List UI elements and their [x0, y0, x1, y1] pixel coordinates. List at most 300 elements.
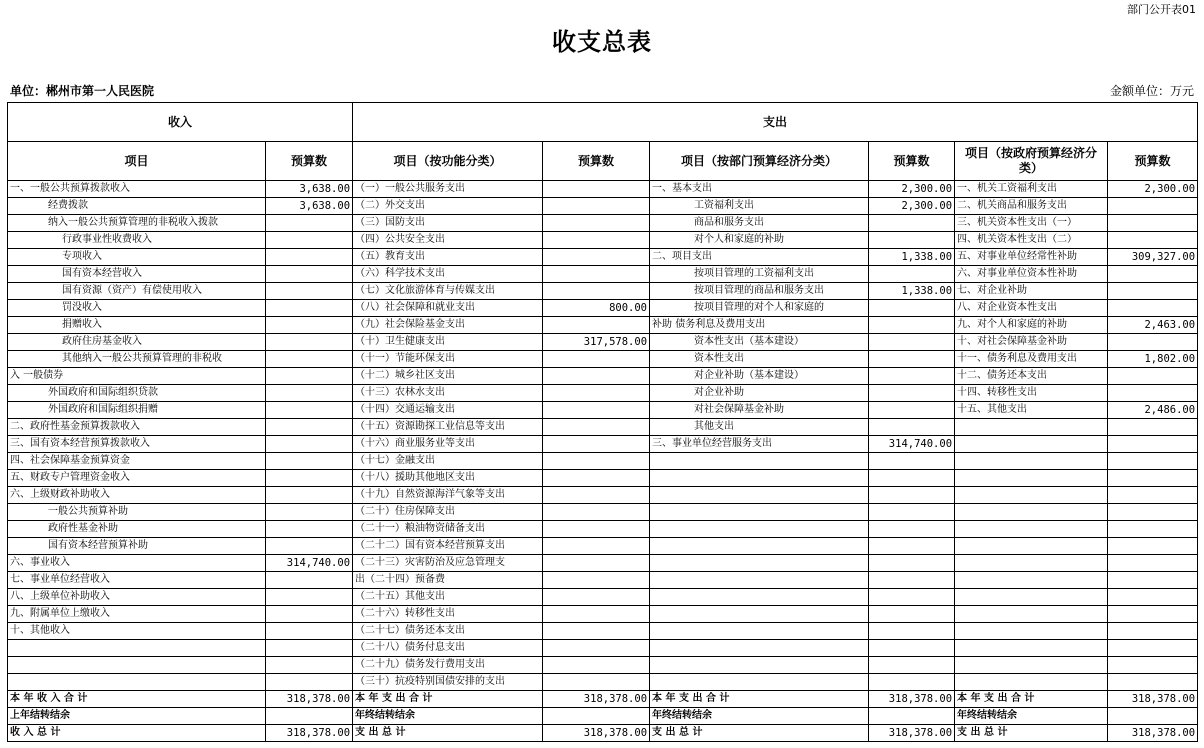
- income-item-cell: 四、社会保障基金预算资金: [8, 453, 266, 470]
- income-budget-cell: [266, 351, 353, 368]
- gov-budget-cell: [1108, 266, 1198, 283]
- dept-item-cell: [650, 657, 869, 674]
- gov-item-cell: [955, 674, 1108, 691]
- func-budget-cell: [543, 521, 650, 538]
- table-row: [8, 538, 1198, 555]
- dept-budget-cell: [869, 368, 955, 385]
- gov-item-cell: 十、对社会保障基金补助: [955, 334, 1108, 351]
- table-row: [8, 708, 1198, 725]
- dept-item-cell: [650, 623, 869, 640]
- func-budget-cell: [543, 589, 650, 606]
- income-item-cell: 外国政府和国际组织贷款: [8, 385, 266, 402]
- gov-budget-cell: [1108, 334, 1198, 351]
- table-row: [8, 317, 1198, 334]
- func-budget-cell: 800.00: [543, 300, 650, 317]
- table-row: [8, 725, 1198, 742]
- income-budget-cell: [266, 419, 353, 436]
- income-item-cell: 入 一般债券: [8, 368, 266, 385]
- func-budget-cell: [543, 232, 650, 249]
- income-budget-cell: 318,378.00: [266, 725, 353, 742]
- func-budget-cell: [543, 623, 650, 640]
- table-row: [8, 249, 1198, 266]
- func-item-cell: （五）教育支出: [353, 249, 543, 266]
- col-func-budget: 预算数: [543, 142, 650, 181]
- func-budget-cell: [543, 249, 650, 266]
- gov-budget-cell: [1108, 606, 1198, 623]
- gov-item-cell: [955, 538, 1108, 555]
- table-row: [8, 368, 1198, 385]
- func-item-cell: 本 年 支 出 合 计: [353, 691, 543, 708]
- table-row: [8, 385, 1198, 402]
- dept-budget-cell: [869, 402, 955, 419]
- dept-budget-cell: [869, 419, 955, 436]
- dept-item-cell: 二、项目支出: [650, 249, 869, 266]
- table-row: [8, 453, 1198, 470]
- income-budget-cell: [266, 708, 353, 725]
- gov-budget-cell: [1108, 232, 1198, 249]
- income-item-cell: 六、事业收入: [8, 555, 266, 572]
- dept-item-cell: [650, 538, 869, 555]
- dept-budget-cell: 1,338.00: [869, 283, 955, 300]
- dept-budget-cell: [869, 657, 955, 674]
- income-budget-cell: [266, 538, 353, 555]
- dept-item-cell: 年终结转结余: [650, 708, 869, 725]
- table-row: [8, 198, 1198, 215]
- gov-budget-cell: [1108, 453, 1198, 470]
- func-budget-cell: [543, 351, 650, 368]
- dept-item-cell: [650, 589, 869, 606]
- dept-budget-cell: [869, 538, 955, 555]
- func-budget-cell: [543, 368, 650, 385]
- dept-budget-cell: [869, 708, 955, 725]
- income-budget-cell: [266, 453, 353, 470]
- income-budget-cell: [266, 385, 353, 402]
- gov-budget-cell: [1108, 487, 1198, 504]
- func-budget-cell: [543, 640, 650, 657]
- table-row: [8, 589, 1198, 606]
- gov-item-cell: [955, 657, 1108, 674]
- table-row: [8, 572, 1198, 589]
- func-item-cell: （二十五）其他支出: [353, 589, 543, 606]
- table-row: [8, 232, 1198, 249]
- income-item-cell: 行政事业性收费收入: [8, 232, 266, 249]
- gov-item-cell: 四、机关资本性支出（二）: [955, 232, 1108, 249]
- dept-budget-cell: [869, 640, 955, 657]
- income-budget-cell: [266, 504, 353, 521]
- func-budget-cell: [543, 504, 650, 521]
- func-item-cell: （十九）自然资源海洋气象等支出: [353, 487, 543, 504]
- func-item-cell: （二十九）债务发行费用支出: [353, 657, 543, 674]
- func-budget-cell: [543, 606, 650, 623]
- income-budget-cell: [266, 640, 353, 657]
- func-item-cell: （十五）资源勘探工业信息等支出: [353, 419, 543, 436]
- dept-budget-cell: 2,300.00: [869, 198, 955, 215]
- dept-item-cell: [650, 470, 869, 487]
- func-budget-cell: [543, 538, 650, 555]
- dept-item-cell: [650, 555, 869, 572]
- gov-budget-cell: [1108, 368, 1198, 385]
- col-income-item: 项目: [8, 142, 266, 181]
- func-budget-cell: [543, 266, 650, 283]
- gov-budget-cell: [1108, 708, 1198, 725]
- gov-item-cell: [955, 436, 1108, 453]
- gov-item-cell: [955, 640, 1108, 657]
- dept-item-cell: [650, 487, 869, 504]
- gov-item-cell: [955, 487, 1108, 504]
- col-income-budget: 预算数: [266, 142, 353, 181]
- func-item-cell: 年终结转结余: [353, 708, 543, 725]
- gov-budget-cell: [1108, 385, 1198, 402]
- income-item-cell: 三、国有资本经营预算拨款收入: [8, 436, 266, 453]
- col-gov-budget: 预算数: [1108, 142, 1198, 181]
- func-item-cell: （三十）抗疫特别国债安排的支出: [353, 674, 543, 691]
- table-row: [8, 300, 1198, 317]
- income-item-cell: 本 年 收 入 合 计: [8, 691, 266, 708]
- dept-item-cell: 对社会保障基金补助: [650, 402, 869, 419]
- func-budget-cell: [543, 436, 650, 453]
- income-budget-cell: 318,378.00: [266, 691, 353, 708]
- dept-item-cell: 三、事业单位经营服务支出: [650, 436, 869, 453]
- gov-item-cell: [955, 589, 1108, 606]
- func-budget-cell: [543, 453, 650, 470]
- func-item-cell: （十）卫生健康支出: [353, 334, 543, 351]
- gov-budget-cell: [1108, 300, 1198, 317]
- table-row: [8, 623, 1198, 640]
- income-budget-cell: 3,638.00: [266, 198, 353, 215]
- dept-budget-cell: [869, 385, 955, 402]
- func-budget-cell: [543, 419, 650, 436]
- dept-budget-cell: [869, 470, 955, 487]
- table-code: 部门公开表01: [1127, 3, 1196, 16]
- income-item-cell: 七、事业单位经营收入: [8, 572, 266, 589]
- gov-budget-cell: 2,300.00: [1108, 181, 1198, 198]
- income-budget-cell: 3,638.00: [266, 181, 353, 198]
- gov-item-cell: 九、对个人和家庭的补助: [955, 317, 1108, 334]
- income-budget-cell: [266, 266, 353, 283]
- gov-budget-cell: [1108, 623, 1198, 640]
- income-item-cell: 二、政府性基金预算拨款收入: [8, 419, 266, 436]
- dept-item-cell: [650, 640, 869, 657]
- income-item-cell: [8, 640, 266, 657]
- income-budget-cell: [266, 215, 353, 232]
- income-item-cell: 九、附属单位上缴收入: [8, 606, 266, 623]
- func-budget-cell: [543, 317, 650, 334]
- table-row: [8, 606, 1198, 623]
- table-row: [8, 470, 1198, 487]
- table-row: [8, 334, 1198, 351]
- func-item-cell: （七）文化旅游体育与传媒支出: [353, 283, 543, 300]
- income-budget-cell: [266, 300, 353, 317]
- gov-budget-cell: [1108, 555, 1198, 572]
- col-dept-budget: 预算数: [869, 142, 955, 181]
- dept-item-cell: [650, 453, 869, 470]
- budget-table: [7, 102, 1198, 742]
- dept-item-cell: 资本性支出（基本建设）: [650, 334, 869, 351]
- dept-budget-cell: [869, 317, 955, 334]
- income-budget-cell: [266, 402, 353, 419]
- gov-budget-cell: [1108, 589, 1198, 606]
- func-budget-cell: [543, 283, 650, 300]
- dept-item-cell: 商品和服务支出: [650, 215, 869, 232]
- income-item-cell: 其他纳入一般公共预算管理的非税收: [8, 351, 266, 368]
- income-budget-cell: [266, 487, 353, 504]
- table-row: [8, 419, 1198, 436]
- gov-item-cell: [955, 453, 1108, 470]
- func-item-cell: （三）国防支出: [353, 215, 543, 232]
- gov-item-cell: [955, 470, 1108, 487]
- func-budget-cell: [543, 572, 650, 589]
- func-budget-cell: [543, 215, 650, 232]
- table-row: [8, 657, 1198, 674]
- dept-item-cell: 按项目管理的对个人和家庭的: [650, 300, 869, 317]
- table-row: [8, 487, 1198, 504]
- unit-label: 单位：郴州市第一人民医院: [10, 84, 155, 98]
- income-item-cell: 政府性基金补助: [8, 521, 266, 538]
- gov-budget-cell: 1,802.00: [1108, 351, 1198, 368]
- table-row: [8, 674, 1198, 691]
- income-budget-cell: [266, 249, 353, 266]
- gov-item-cell: 五、对事业单位经常性补助: [955, 249, 1108, 266]
- table-row: [8, 283, 1198, 300]
- dept-item-cell: 对企业补助（基本建设）: [650, 368, 869, 385]
- dept-budget-cell: 2,300.00: [869, 181, 955, 198]
- income-budget-cell: [266, 606, 353, 623]
- gov-budget-cell: 318,378.00: [1108, 725, 1198, 742]
- gov-item-cell: 支 出 总 计: [955, 725, 1108, 742]
- money-unit-label: 金额单位：万元: [1109, 84, 1194, 98]
- func-item-cell: （九）社会保险基金支出: [353, 317, 543, 334]
- func-item-cell: （十八）援助其他地区支出: [353, 470, 543, 487]
- dept-budget-cell: [869, 572, 955, 589]
- gov-budget-cell: 2,486.00: [1108, 402, 1198, 419]
- dept-budget-cell: [869, 453, 955, 470]
- func-budget-cell: 318,378.00: [543, 691, 650, 708]
- table-row: [8, 691, 1198, 708]
- func-budget-cell: [543, 555, 650, 572]
- dept-budget-cell: [869, 334, 955, 351]
- dept-budget-cell: [869, 623, 955, 640]
- func-budget-cell: [543, 708, 650, 725]
- dept-item-cell: [650, 521, 869, 538]
- gov-budget-cell: [1108, 436, 1198, 453]
- func-item-cell: （十四）交通运输支出: [353, 402, 543, 419]
- income-item-cell: 经费拨款: [8, 198, 266, 215]
- func-item-cell: （八）社会保障和就业支出: [353, 300, 543, 317]
- func-item-cell: （二十六）转移性支出: [353, 606, 543, 623]
- gov-item-cell: 十一、债务利息及费用支出: [955, 351, 1108, 368]
- dept-budget-cell: [869, 215, 955, 232]
- table-row: [8, 504, 1198, 521]
- func-budget-cell: 318,378.00: [543, 725, 650, 742]
- dept-budget-cell: 1,338.00: [869, 249, 955, 266]
- func-item-cell: （二十一）粮油物资储备支出: [353, 521, 543, 538]
- income-item-cell: 收 入 总 计: [8, 725, 266, 742]
- income-item-cell: 纳入一般公共预算管理的非税收入拨款: [8, 215, 266, 232]
- income-item-cell: 外国政府和国际组织捐赠: [8, 402, 266, 419]
- income-budget-cell: [266, 232, 353, 249]
- gov-item-cell: 十五、其他支出: [955, 402, 1108, 419]
- gov-item-cell: 二、机关商品和服务支出: [955, 198, 1108, 215]
- gov-item-cell: 十四、转移性支出: [955, 385, 1108, 402]
- dept-item-cell: 对个人和家庭的补助: [650, 232, 869, 249]
- dept-item-cell: [650, 572, 869, 589]
- dept-budget-cell: [869, 555, 955, 572]
- income-budget-cell: [266, 657, 353, 674]
- col-dept-item: 项目（按部门预算经济分类）: [650, 142, 869, 181]
- gov-item-cell: 本 年 支 出 合 计: [955, 691, 1108, 708]
- func-budget-cell: [543, 487, 650, 504]
- gov-item-cell: [955, 623, 1108, 640]
- func-item-cell: （二十八）债务付息支出: [353, 640, 543, 657]
- func-item-cell: （二十三）灾害防治及应急管理支: [353, 555, 543, 572]
- gov-budget-cell: [1108, 521, 1198, 538]
- dept-budget-cell: 314,740.00: [869, 436, 955, 453]
- dept-budget-cell: [869, 300, 955, 317]
- dept-item-cell: 一、基本支出: [650, 181, 869, 198]
- dept-item-cell: 对企业补助: [650, 385, 869, 402]
- dept-item-cell: 工资福利支出: [650, 198, 869, 215]
- gov-budget-cell: [1108, 538, 1198, 555]
- dept-budget-cell: [869, 589, 955, 606]
- func-budget-cell: 317,578.00: [543, 334, 650, 351]
- dept-item-cell: 补助 债务利息及费用支出: [650, 317, 869, 334]
- func-budget-cell: [543, 402, 650, 419]
- gov-budget-cell: [1108, 572, 1198, 589]
- income-item-cell: 国有资本经营预算补助: [8, 538, 266, 555]
- gov-budget-cell: [1108, 674, 1198, 691]
- dept-item-cell: [650, 606, 869, 623]
- income-budget-cell: [266, 470, 353, 487]
- func-item-cell: （二十七）债务还本支出: [353, 623, 543, 640]
- table-row: [8, 266, 1198, 283]
- gov-item-cell: [955, 555, 1108, 572]
- dept-budget-cell: [869, 266, 955, 283]
- table-row: [8, 351, 1198, 368]
- func-item-cell: （二）外交支出: [353, 198, 543, 215]
- dept-budget-cell: [869, 606, 955, 623]
- dept-item-cell: 按项目管理的工资福利支出: [650, 266, 869, 283]
- gov-budget-cell: [1108, 640, 1198, 657]
- income-item-cell: 上年结转结余: [8, 708, 266, 725]
- gov-budget-cell: [1108, 470, 1198, 487]
- col-gov-item: 项目（按政府预算经济分类）: [955, 142, 1108, 181]
- income-item-cell: 专项收入: [8, 249, 266, 266]
- dept-item-cell: 资本性支出: [650, 351, 869, 368]
- income-budget-cell: [266, 623, 353, 640]
- dept-budget-cell: [869, 521, 955, 538]
- func-budget-cell: [543, 198, 650, 215]
- dept-item-cell: [650, 674, 869, 691]
- gov-budget-cell: [1108, 198, 1198, 215]
- table-row: [8, 402, 1198, 419]
- func-budget-cell: [543, 470, 650, 487]
- gov-item-cell: [955, 572, 1108, 589]
- dept-budget-cell: [869, 674, 955, 691]
- income-item-cell: 罚没收入: [8, 300, 266, 317]
- gov-item-cell: [955, 606, 1108, 623]
- gov-item-cell: [955, 419, 1108, 436]
- page-title: 收支总表: [552, 27, 652, 56]
- func-budget-cell: [543, 181, 650, 198]
- expense-header: 支出: [353, 103, 1198, 142]
- gov-item-cell: 七、对企业补助: [955, 283, 1108, 300]
- income-budget-cell: [266, 334, 353, 351]
- func-item-cell: （十七）金融支出: [353, 453, 543, 470]
- income-budget-cell: [266, 589, 353, 606]
- dept-item-cell: 支 出 总 计: [650, 725, 869, 742]
- gov-budget-cell: 2,463.00: [1108, 317, 1198, 334]
- gov-budget-cell: 309,327.00: [1108, 249, 1198, 266]
- func-item-cell: （一）一般公共服务支出: [353, 181, 543, 198]
- income-budget-cell: [266, 317, 353, 334]
- dept-budget-cell: [869, 351, 955, 368]
- income-budget-cell: [266, 283, 353, 300]
- table-row: [8, 436, 1198, 453]
- gov-budget-cell: [1108, 419, 1198, 436]
- dept-budget-cell: 318,378.00: [869, 725, 955, 742]
- table-row: [8, 521, 1198, 538]
- gov-item-cell: 十二、债务还本支出: [955, 368, 1108, 385]
- income-item-cell: 十、其他收入: [8, 623, 266, 640]
- gov-budget-cell: [1108, 504, 1198, 521]
- func-item-cell: （十三）农林水支出: [353, 385, 543, 402]
- func-item-cell: （十二）城乡社区支出: [353, 368, 543, 385]
- gov-item-cell: [955, 504, 1108, 521]
- dept-item-cell: [650, 504, 869, 521]
- func-budget-cell: [543, 674, 650, 691]
- func-budget-cell: [543, 385, 650, 402]
- gov-item-cell: 六、对事业单位资本性补助: [955, 266, 1108, 283]
- dept-budget-cell: [869, 487, 955, 504]
- income-item-cell: [8, 674, 266, 691]
- income-item-cell: 八、上级单位补助收入: [8, 589, 266, 606]
- func-item-cell: （二十二）国有资本经营预算支出: [353, 538, 543, 555]
- income-item-cell: 政府住房基金收入: [8, 334, 266, 351]
- func-item-cell: （二十）住房保障支出: [353, 504, 543, 521]
- gov-item-cell: 一、机关工资福利支出: [955, 181, 1108, 198]
- income-item-cell: 国有资本经营收入: [8, 266, 266, 283]
- gov-budget-cell: [1108, 283, 1198, 300]
- table-row: [8, 215, 1198, 232]
- income-budget-cell: [266, 436, 353, 453]
- dept-budget-cell: [869, 504, 955, 521]
- income-budget-cell: 314,740.00: [266, 555, 353, 572]
- gov-budget-cell: [1108, 657, 1198, 674]
- func-item-cell: 支 出 总 计: [353, 725, 543, 742]
- func-item-cell: （十六）商业服务业等支出: [353, 436, 543, 453]
- gov-item-cell: 年终结转结余: [955, 708, 1108, 725]
- income-item-cell: 捐赠收入: [8, 317, 266, 334]
- col-func-item: 项目（按功能分类）: [353, 142, 543, 181]
- income-item-cell: [8, 657, 266, 674]
- func-item-cell: （十一）节能环保支出: [353, 351, 543, 368]
- dept-item-cell: 本 年 支 出 合 计: [650, 691, 869, 708]
- gov-item-cell: 八、对企业资本性支出: [955, 300, 1108, 317]
- table-row: [8, 640, 1198, 657]
- gov-budget-cell: [1108, 215, 1198, 232]
- income-item-cell: 国有资源（资产）有偿使用收入: [8, 283, 266, 300]
- income-budget-cell: [266, 674, 353, 691]
- table-row: [8, 181, 1198, 198]
- income-item-cell: 六、上级财政补助收入: [8, 487, 266, 504]
- income-budget-cell: [266, 368, 353, 385]
- gov-item-cell: [955, 521, 1108, 538]
- dept-budget-cell: [869, 232, 955, 249]
- dept-item-cell: 其他支出: [650, 419, 869, 436]
- income-item-cell: 一般公共预算补助: [8, 504, 266, 521]
- dept-budget-cell: 318,378.00: [869, 691, 955, 708]
- income-header: 收入: [8, 103, 353, 142]
